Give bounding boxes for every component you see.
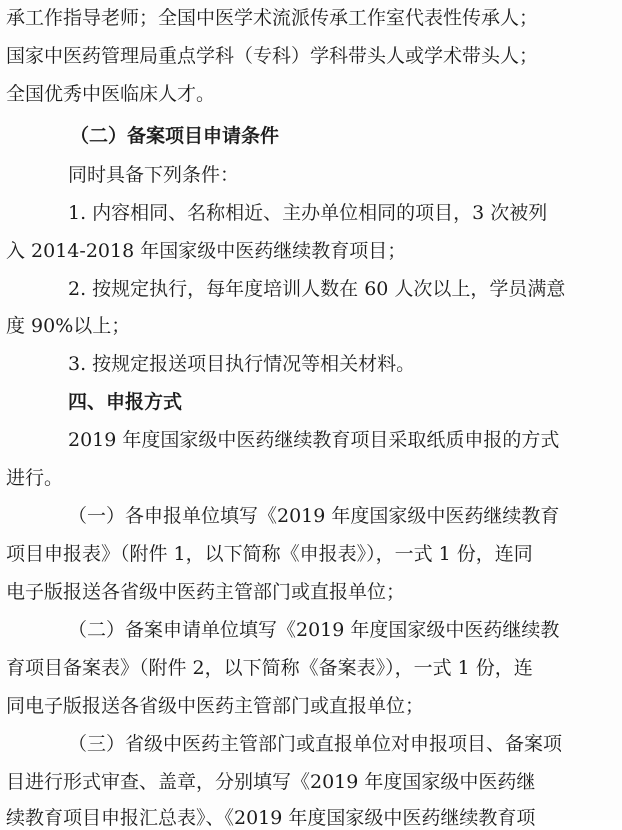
text-line: 同电子版报送各省级中医药主管部门或直报单位； (6, 695, 425, 717)
text-line: （二）备案申请单位填写《2019 年度国家级中医药继续教 (68, 619, 560, 641)
section-heading: 四、申报方式 (68, 391, 183, 413)
text-line: 进行。 (6, 467, 64, 489)
text-line: 电子版报送各省级中医药主管部门或直报单位； (6, 581, 406, 603)
text-line: 1. 内容相同、名称相近、主办单位相同的项目，3 次被列 (68, 202, 548, 224)
text-line: 2. 按规定执行，每年度培训人数在 60 人次以上，学员满意 (68, 278, 566, 300)
text-line: 承工作指导老师；全国中医学术流派传承工作室代表性传承人； (6, 7, 539, 29)
text-line: 同时具备下列条件： (68, 164, 240, 186)
text-line: 续教育项目申报汇总表》、《2019 年度国家级中医药继续教育项 (6, 807, 536, 829)
text-line: 3. 按规定报送项目执行情况等相关材料。 (68, 353, 416, 375)
text-line: 2019 年度国家级中医药继续教育项目采取纸质申报的方式 (68, 429, 560, 451)
text-line: 入 2014-2018 年国家级中医药继续教育项目； (6, 240, 407, 262)
text-line: （一）各申报单位填写《2019 年度国家级中医药继续教育 (68, 505, 560, 527)
text-line: 育项目备案表》（附件 2，以下简称《备案表》），一式 1 份，连 (6, 657, 533, 679)
text-line: 国家中医药管理局重点学科（专科）学科带头人或学术带头人； (6, 45, 539, 67)
text-line: 度 90%以上； (6, 315, 131, 337)
text-line: 全国优秀中医临床人才。 (6, 83, 216, 105)
section-subheading: （二）备案项目申请条件 (70, 125, 280, 147)
text-line: 项目申报表》（附件 1，以下简称《申报表》），一式 1 份，连同 (6, 543, 533, 565)
text-line: 目进行形式审查、盖章，分别填写《2019 年度国家级中医药继 (6, 771, 536, 793)
text-line: （三）省级中医药主管部门或直报单位对申报项目、备案项 (68, 733, 563, 755)
